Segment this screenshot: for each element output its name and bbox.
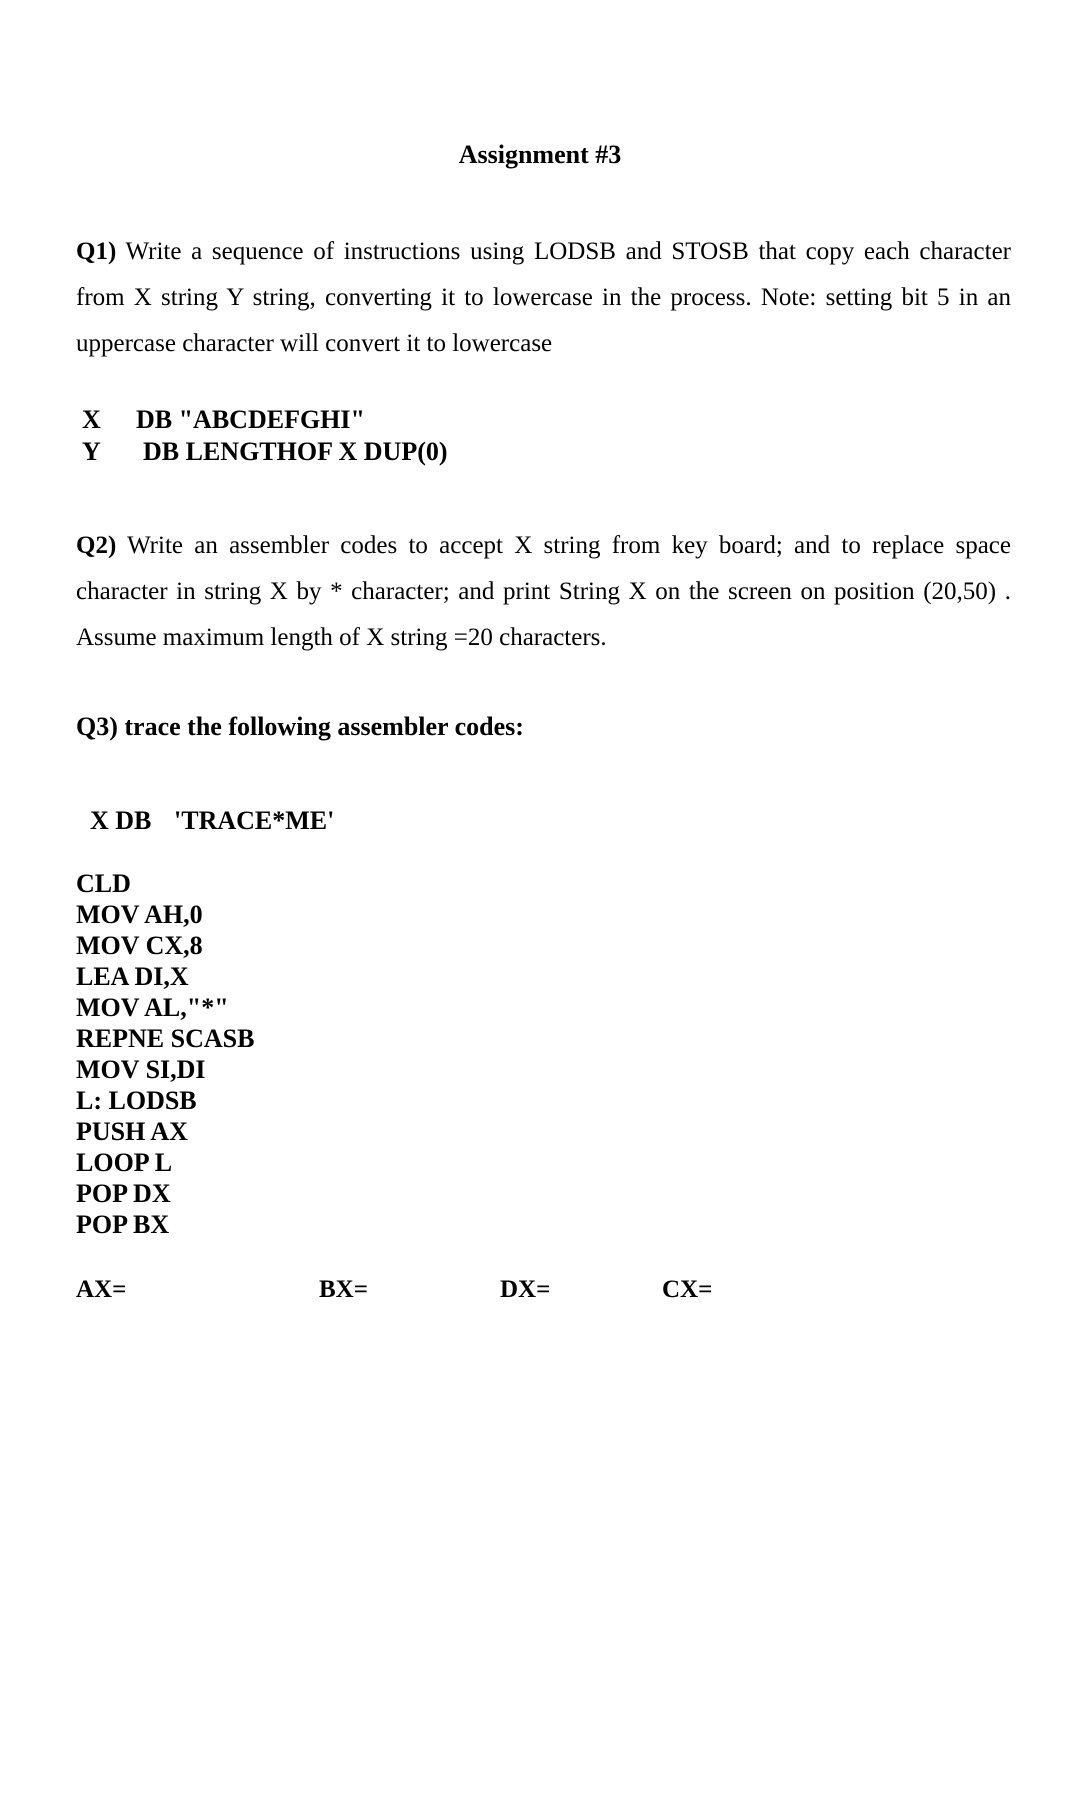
question-1-text: Write a sequence of instructions using LODSB and STOSB that copy each character from X string Y string, converting it to lowercase in the process. Note: setting bit 5 in an uppercase character will convert it to lowercase	[76, 238, 1011, 357]
trace-declaration-definition: 'TRACE*ME'	[174, 806, 335, 835]
trace-declaration-name: X DB	[90, 806, 152, 835]
register-dx-label: DX=	[500, 1276, 551, 1303]
question-3-heading: Q3) trace the following assembler codes:	[76, 712, 524, 741]
code-line: MOV SI,DI	[76, 1055, 206, 1084]
assignment-title: Assignment #3	[458, 140, 622, 169]
code-line: MOV CX,8	[76, 931, 203, 960]
question-2-text: Write an assembler codes to accept X string from key board; and to replace space character in string X by * character; and print String X on the screen on position (20,50) . Assume maximum length of X string =20 characters.	[76, 532, 1011, 651]
question-2-label: Q2)	[76, 532, 117, 559]
code-line: MOV AH,0	[76, 900, 203, 929]
code-line: REPNE SCASB	[76, 1024, 255, 1053]
declaration-x-name: X	[82, 405, 101, 434]
question-1-label: Q1)	[76, 238, 117, 265]
declaration-x-definition: DB "ABCDEFGHI"	[136, 405, 365, 434]
code-line: CLD	[76, 869, 131, 898]
code-line: L: LODSB	[76, 1086, 197, 1115]
code-line: LOOP L	[76, 1148, 173, 1177]
code-line: MOV AL,"*"	[76, 993, 229, 1022]
declaration-y-name: Y	[82, 437, 101, 466]
register-ax-label: AX=	[76, 1276, 127, 1303]
register-cx-label: CX=	[662, 1276, 713, 1303]
code-line: PUSH AX	[76, 1117, 188, 1146]
assembler-code-listing	[76, 868, 254, 1240]
register-bx-label: BX=	[319, 1276, 368, 1303]
code-line: POP DX	[76, 1179, 171, 1208]
question-2	[76, 523, 1011, 661]
declaration-y-definition: DB LENGTHOF X DUP(0)	[143, 437, 448, 466]
code-line: LEA DI,X	[76, 962, 189, 991]
code-line: POP BX	[76, 1210, 170, 1239]
question-1	[76, 229, 1011, 367]
